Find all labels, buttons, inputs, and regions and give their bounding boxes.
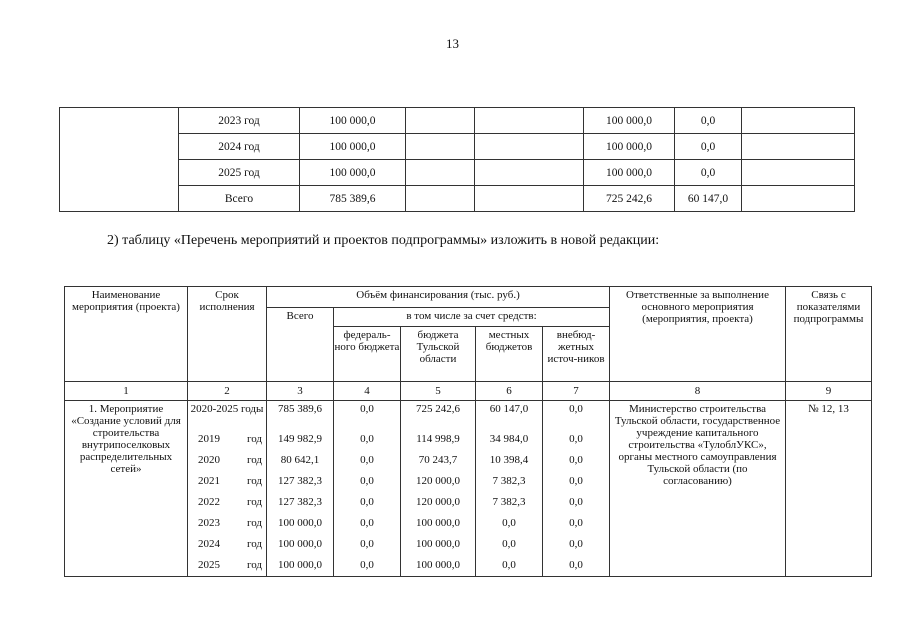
- header-name: Наименование мероприятия (проекта): [65, 287, 188, 382]
- regional-value: 120 000,0: [416, 496, 460, 508]
- term-year-word: год: [246, 454, 262, 466]
- extra-value: 0,0: [569, 517, 583, 529]
- table1-cell-c5: [475, 186, 584, 212]
- term-year-word: год: [246, 559, 262, 571]
- table1-row-label: Всего: [179, 186, 300, 212]
- term-year-word: год: [246, 517, 262, 529]
- federal-value: 0,0: [360, 559, 374, 571]
- totals-value: 785 389,6: [278, 403, 322, 415]
- regional-value: 725 242,6: [416, 403, 460, 415]
- term-year: 2022: [198, 496, 220, 508]
- header-local: местных бюджетов: [476, 327, 543, 382]
- table1-cell-c6: 100 000,0: [584, 108, 675, 134]
- header-regional: бюджета Тульской области: [401, 327, 476, 382]
- column-number: 4: [334, 382, 401, 401]
- regional-value: 120 000,0: [416, 475, 460, 487]
- term-column: [188, 401, 267, 577]
- term-year-word: год: [246, 496, 262, 508]
- term-year: 2021: [198, 475, 220, 487]
- column-number: 2: [188, 382, 267, 401]
- local-value: 0,0: [502, 538, 516, 550]
- extra-value: 0,0: [569, 475, 583, 487]
- table1-cell-c8: [742, 160, 855, 186]
- term-year-word: год: [246, 475, 262, 487]
- column-number: 9: [786, 382, 872, 401]
- table1-cell-c5: [475, 108, 584, 134]
- totals-value: 100 000,0: [278, 538, 322, 550]
- table1-row-label: 2023 год: [179, 108, 300, 134]
- column-number: 3: [267, 382, 334, 401]
- table1-cell-c4: [406, 108, 475, 134]
- term-year-row: [188, 534, 266, 555]
- column-number: 7: [543, 382, 610, 401]
- funding-table-continuation: [59, 107, 855, 212]
- table1-cell-c7: 0,0: [675, 134, 742, 160]
- totals-value: 100 000,0: [278, 517, 322, 529]
- responsible-text: Министерство строительства Тульской области, государственное учреждение капитального строительства «ТулоблУКС», органы местного самоуправления Тульской области (по согласованию): [610, 401, 786, 577]
- term-year: 2023: [198, 517, 220, 529]
- table1-cell-c7: 0,0: [675, 108, 742, 134]
- federal-value: 0,0: [360, 403, 374, 415]
- term-year-word: год: [246, 538, 262, 550]
- header-total: Всего: [267, 308, 334, 382]
- regional-value: 100 000,0: [416, 517, 460, 529]
- extra-value: 0,0: [569, 559, 583, 571]
- table1-row-label: 2024 год: [179, 134, 300, 160]
- amendment-paragraph: 2) таблицу «Перечень мероприятий и проектов подпрограммы» изложить в новой редакции:: [107, 233, 660, 248]
- indicator-link: № 12, 13: [786, 401, 872, 577]
- table1-row: [60, 134, 855, 160]
- totals-value: 149 982,9: [278, 433, 322, 445]
- table1-empty-cell: [60, 108, 179, 212]
- table1-cell-c5: [475, 160, 584, 186]
- term-year: 2024: [198, 538, 220, 550]
- regional-value: 100 000,0: [416, 559, 460, 571]
- term-year-word: год: [246, 433, 262, 445]
- table1-row: [60, 160, 855, 186]
- extra-value: 0,0: [569, 454, 583, 466]
- extra-value: 0,0: [569, 403, 583, 415]
- totals-value: 80 642,1: [280, 454, 320, 466]
- extra-column: [543, 401, 610, 577]
- term-year-row: [188, 429, 266, 450]
- regional-column: [401, 401, 476, 577]
- column-numbers-row: [65, 382, 872, 401]
- activities-table: [64, 286, 872, 577]
- term-year: 2025: [198, 559, 220, 571]
- local-value: 34 984,0: [489, 433, 529, 445]
- regional-value: 114 998,9: [416, 433, 460, 445]
- table1-cell-c6: 100 000,0: [584, 160, 675, 186]
- table1-cell-c7: 60 147,0: [675, 186, 742, 212]
- federal-value: 0,0: [360, 538, 374, 550]
- header-link: Связь с показателями подпрограммы: [786, 287, 872, 382]
- federal-value: 0,0: [360, 454, 374, 466]
- activity-name: 1. Мероприятие «Создание условий для строительства внутрипоселковых распределительных сетей»: [65, 401, 188, 577]
- table1-cell-total: 100 000,0: [300, 108, 406, 134]
- term-year-row: [188, 492, 266, 513]
- header-federal: федераль-ного бюджета: [334, 327, 401, 382]
- federal-value: 0,0: [360, 496, 374, 508]
- federal-value: 0,0: [360, 517, 374, 529]
- table1-cell-c6: 725 242,6: [584, 186, 675, 212]
- header-including: в том числе за счет средств:: [334, 308, 610, 327]
- term-year-row: [188, 513, 266, 534]
- table1-row-label: 2025 год: [179, 160, 300, 186]
- local-column: [476, 401, 543, 577]
- federal-value: 0,0: [360, 475, 374, 487]
- table1-cell-c4: [406, 134, 475, 160]
- table1-cell-c8: [742, 186, 855, 212]
- total-column: [267, 401, 334, 577]
- federal-column: [334, 401, 401, 577]
- header-extra: внебюд-жетных источ-ников: [543, 327, 610, 382]
- local-value: 7 382,3: [492, 475, 526, 487]
- federal-value: 0,0: [360, 433, 374, 445]
- table1-cell-total: 100 000,0: [300, 160, 406, 186]
- extra-value: 0,0: [569, 433, 583, 445]
- extra-value: 0,0: [569, 496, 583, 508]
- column-number: 1: [65, 382, 188, 401]
- column-number: 8: [610, 382, 786, 401]
- term-year: 2020: [198, 454, 220, 466]
- local-value: 0,0: [502, 517, 516, 529]
- page-number: 13: [446, 36, 459, 51]
- table1-cell-c7: 0,0: [675, 160, 742, 186]
- totals-value: 127 382,3: [278, 475, 322, 487]
- table1-cell-c4: [406, 186, 475, 212]
- extra-value: 0,0: [569, 538, 583, 550]
- table1-cell-total: 785 389,6: [300, 186, 406, 212]
- header-term: Срок исполнения: [188, 287, 267, 382]
- table1-row: [60, 108, 855, 134]
- table1-cell-c6: 100 000,0: [584, 134, 675, 160]
- local-value: 10 398,4: [489, 454, 529, 466]
- term-year-row: [188, 450, 266, 471]
- term-period: 2020-2025 годы: [190, 403, 264, 415]
- table1-cell-c8: [742, 108, 855, 134]
- table1-cell-c5: [475, 134, 584, 160]
- totals-value: 100 000,0: [278, 559, 322, 571]
- activity-row: [65, 401, 872, 577]
- local-value: 7 382,3: [492, 496, 526, 508]
- header-responsible: Ответственные за выполнение основного мероприятия (мероприятия, проекта): [610, 287, 786, 382]
- totals-value: 127 382,3: [278, 496, 322, 508]
- header-funding: Объём финансирования (тыс. руб.): [267, 287, 610, 308]
- table1-row: [60, 186, 855, 212]
- column-number: 5: [401, 382, 476, 401]
- table1-cell-c8: [742, 134, 855, 160]
- term-year-row: [188, 555, 266, 576]
- table1-cell-c4: [406, 160, 475, 186]
- local-value: 60 147,0: [489, 403, 529, 415]
- regional-value: 70 243,7: [418, 454, 458, 466]
- regional-value: 100 000,0: [416, 538, 460, 550]
- local-value: 0,0: [502, 559, 516, 571]
- table1-cell-total: 100 000,0: [300, 134, 406, 160]
- column-number: 6: [476, 382, 543, 401]
- term-year: 2019: [198, 433, 220, 445]
- term-year-row: [188, 471, 266, 492]
